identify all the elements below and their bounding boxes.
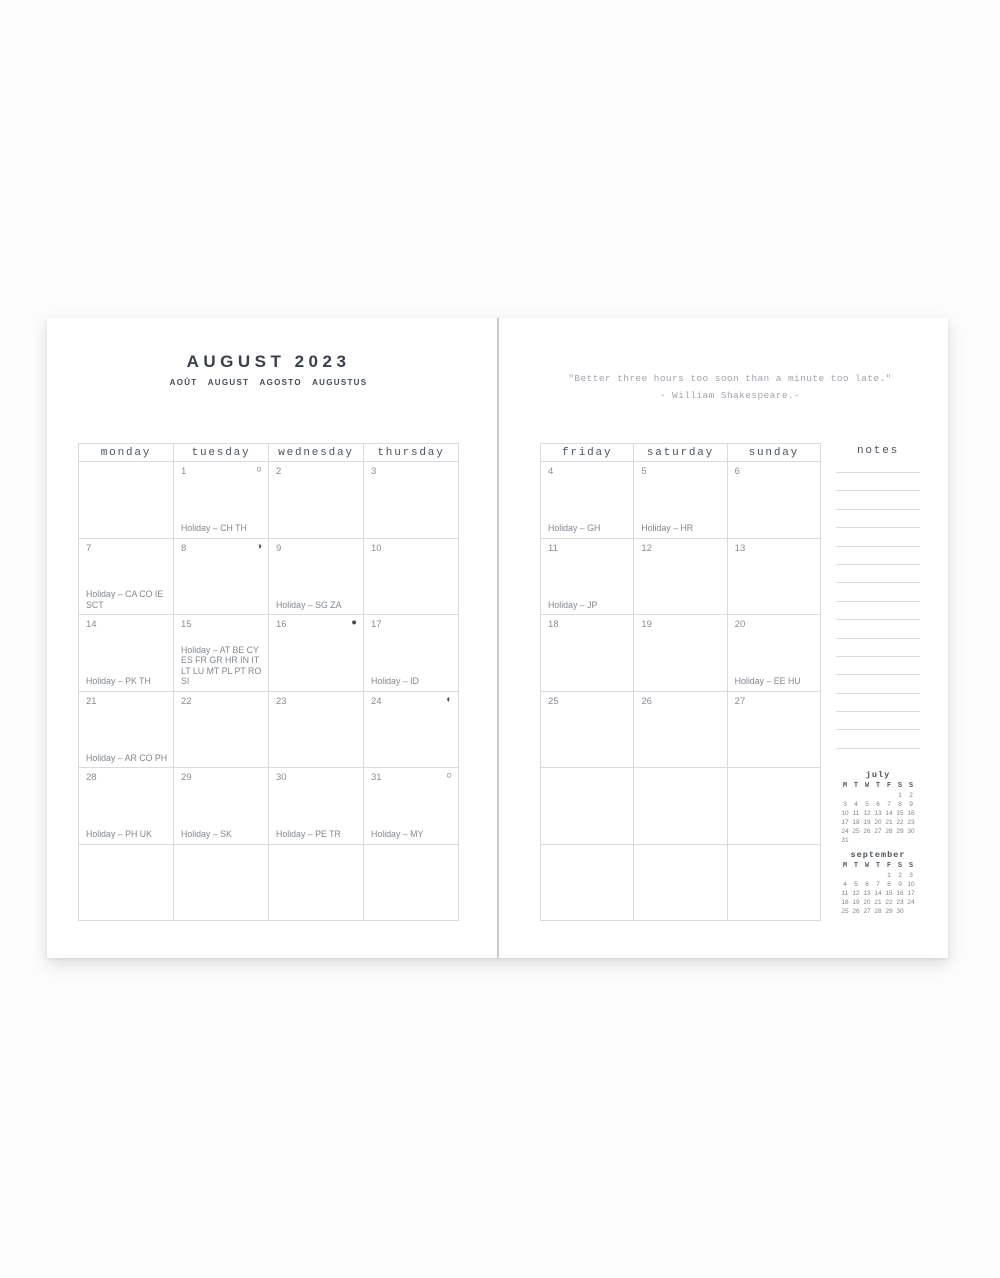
- mini-day-number: 27: [863, 908, 871, 915]
- day-number: 11: [548, 542, 558, 554]
- full-moon-icon: ○: [256, 464, 262, 475]
- mini-day-number: 25: [852, 828, 860, 835]
- mini-day-number: 18: [841, 899, 849, 906]
- holiday-label: Holiday – CA CO IE SCT: [86, 589, 164, 610]
- mini-day-number: 11: [841, 890, 849, 897]
- day-cell: [541, 692, 633, 768]
- notes-ruled-line: [836, 583, 920, 601]
- day-number: 9: [276, 542, 282, 554]
- mini-day-number: 1: [887, 872, 891, 879]
- day-number: 21: [86, 695, 97, 707]
- mini-day-number: 16: [896, 890, 904, 897]
- day-number: 7: [86, 542, 92, 554]
- day-number: 10: [371, 542, 382, 554]
- mini-day-number: 17: [841, 819, 849, 826]
- day-number: 25: [548, 695, 559, 707]
- month-title-block: [78, 352, 459, 387]
- day-cell: [364, 768, 458, 844]
- mini-calendar-title: july: [865, 770, 891, 780]
- day-number: 5: [641, 466, 647, 477]
- mini-day-number: [862, 836, 873, 845]
- mini-day-number: 8: [887, 881, 891, 888]
- day-cell: [634, 462, 726, 538]
- day-number: 3: [371, 466, 377, 477]
- day-cell: [269, 692, 363, 768]
- day-cell: [541, 539, 633, 615]
- day-cell: [174, 615, 268, 691]
- mini-day-header: S: [908, 862, 914, 870]
- mini-day-number: [862, 791, 873, 800]
- mini-day-header: F: [886, 862, 892, 870]
- full-moon-icon: ○: [446, 770, 452, 781]
- mini-day-number: 14: [885, 810, 893, 817]
- day-number: 24: [371, 695, 382, 707]
- mini-day-number: [884, 791, 895, 800]
- holiday-label: Holiday – SG ZA: [276, 599, 342, 610]
- notes-label: notes: [856, 445, 899, 457]
- mini-day-number: 28: [885, 828, 893, 835]
- mini-day-number: [851, 836, 862, 845]
- notes-ruled-line: [836, 694, 920, 712]
- notes-ruled-line: [836, 460, 920, 473]
- day-number: 2: [276, 466, 282, 477]
- day-number: 16: [276, 619, 287, 630]
- weekday-header: wednesday: [269, 444, 363, 461]
- quote-author: - William Shakespeare.-: [659, 390, 801, 401]
- mini-day-number: 18: [852, 819, 860, 826]
- holiday-label: Holiday – JP: [548, 599, 598, 610]
- mini-day-number: 30: [907, 828, 915, 835]
- mini-day-number: 13: [863, 890, 871, 897]
- notes-ruled-line: [836, 547, 920, 565]
- day-number: 29: [181, 772, 192, 783]
- notes-ruled-line: [836, 565, 920, 583]
- mini-calendar-grid: [836, 862, 920, 916]
- mini-day-number: 5: [854, 881, 858, 888]
- notes-ruled-line: [836, 657, 920, 675]
- mini-day-number: 28: [874, 908, 882, 915]
- mini-day-number: 26: [863, 828, 871, 835]
- day-cell: [728, 768, 820, 844]
- day-number: 4: [548, 466, 554, 477]
- mini-day-number: 26: [852, 908, 860, 915]
- day-number: 8: [181, 542, 187, 554]
- holiday-label: Holiday – CH TH: [181, 523, 247, 533]
- day-cell: [174, 768, 268, 844]
- mini-calendar-title: september: [850, 850, 906, 860]
- mini-day-number: 14: [874, 890, 882, 897]
- mini-day-number: 12: [863, 810, 871, 817]
- mini-day-number: 30: [896, 908, 904, 915]
- day-number: 12: [641, 542, 652, 554]
- notes-ruled-line: [836, 528, 920, 546]
- day-number: 30: [276, 772, 287, 783]
- holiday-label: Holiday – PK TH: [86, 676, 151, 686]
- mini-day-number: 22: [885, 899, 893, 906]
- mini-day-number: [862, 871, 873, 880]
- mini-day-number: 25: [841, 908, 849, 915]
- notes-ruled-lines: [836, 460, 920, 749]
- page-fold-divider: [497, 318, 499, 958]
- day-number: 19: [641, 619, 652, 630]
- weekday-header: tuesday: [174, 444, 268, 461]
- mini-day-number: 1: [898, 792, 902, 799]
- day-cell: [634, 615, 726, 691]
- mini-day-header: W: [864, 862, 870, 870]
- holiday-label: Holiday – SK: [181, 829, 232, 839]
- day-cell: [269, 615, 363, 691]
- day-cell: [541, 615, 633, 691]
- mini-day-number: [840, 871, 851, 880]
- last-quarter-moon-icon: ◑: [256, 540, 262, 552]
- quote-block: [540, 370, 920, 404]
- holiday-label: Holiday – AR CO PH: [86, 752, 168, 763]
- day-cell: [728, 539, 820, 615]
- day-cell: [364, 462, 458, 538]
- day-cell: [79, 692, 173, 768]
- mini-day-number: [873, 871, 884, 880]
- day-number: 13: [734, 542, 746, 554]
- mini-day-number: 19: [852, 899, 860, 906]
- day-cell: [634, 768, 726, 844]
- holiday-label: Holiday – PH UK: [86, 829, 153, 839]
- mini-day-number: 6: [876, 801, 880, 808]
- day-cell: [269, 845, 363, 921]
- mini-day-number: 23: [896, 899, 904, 906]
- day-number: 6: [734, 466, 740, 477]
- mini-day-header: T: [853, 782, 859, 790]
- day-cell: [79, 539, 173, 615]
- mini-day-number: 15: [885, 890, 893, 897]
- mini-day-number: 16: [907, 810, 915, 817]
- mini-day-number: 2: [909, 792, 913, 799]
- holiday-label: Holiday – EE HU: [734, 676, 801, 686]
- day-number: 31: [371, 772, 382, 783]
- day-number: 14: [86, 619, 97, 630]
- notes-ruled-line: [836, 620, 920, 638]
- mini-day-number: [884, 836, 895, 845]
- day-number: 27: [734, 695, 746, 707]
- day-cell: [174, 539, 268, 615]
- day-cell: [728, 692, 820, 768]
- weekday-header: sunday: [728, 444, 820, 461]
- day-cell: [728, 462, 820, 538]
- day-cell: [269, 539, 363, 615]
- notes-ruled-line: [836, 491, 920, 509]
- mini-day-number: 9: [909, 801, 913, 808]
- holiday-label: Holiday – HR: [641, 523, 694, 533]
- mini-day-number: 29: [885, 908, 893, 915]
- mini-day-number: 2: [898, 872, 902, 879]
- notes-ruled-line: [836, 510, 920, 528]
- day-cell: [174, 692, 268, 768]
- notes-ruled-line: [836, 675, 920, 693]
- mini-day-number: 15: [896, 810, 904, 817]
- planner-spread: [47, 318, 948, 958]
- new-moon-icon: ●: [351, 617, 357, 628]
- holiday-label: Holiday – GH: [548, 523, 601, 533]
- mini-day-number: 22: [896, 819, 904, 826]
- day-cell: [364, 692, 458, 768]
- day-cell: [634, 539, 726, 615]
- notes-ruled-line: [836, 712, 920, 730]
- month-title: AUGUST 2023: [186, 352, 351, 371]
- day-cell: [364, 845, 458, 921]
- mini-day-number: 9: [898, 881, 902, 888]
- quote-text: "Better three hours too soon than a minute too late.": [568, 373, 892, 384]
- mini-day-number: 19: [863, 819, 871, 826]
- day-cell: [541, 462, 633, 538]
- mini-day-number: [895, 836, 906, 845]
- day-cell: [634, 692, 726, 768]
- mini-day-number: [906, 907, 917, 916]
- day-cell: [269, 768, 363, 844]
- mini-day-number: 7: [887, 801, 891, 808]
- mini-day-number: [851, 871, 862, 880]
- weekday-header: saturday: [634, 444, 726, 461]
- mini-day-number: 23: [907, 819, 915, 826]
- mini-day-number: 7: [876, 881, 880, 888]
- mini-day-number: 17: [907, 890, 915, 897]
- mini-day-number: 31: [841, 837, 849, 844]
- mini-day-number: 24: [841, 828, 849, 835]
- mini-day-number: 6: [865, 881, 869, 888]
- day-cell: [79, 768, 173, 844]
- day-number: 22: [181, 695, 192, 707]
- day-cell: [364, 615, 458, 691]
- day-cell: [541, 845, 633, 921]
- first-quarter-moon-icon: ◐: [446, 693, 452, 705]
- mini-day-header: T: [875, 862, 881, 870]
- mini-day-number: 20: [863, 899, 871, 906]
- holiday-label: Holiday – PE TR: [276, 829, 341, 839]
- day-cell: [541, 768, 633, 844]
- mini-day-number: [840, 791, 851, 800]
- mini-calendar-grid: [836, 782, 920, 845]
- mini-day-number: 27: [874, 828, 882, 835]
- mini-day-number: 3: [909, 872, 913, 879]
- month-subtitle: AOÛT AUGUST AGOSTO AUGUSTUS: [169, 378, 368, 387]
- weekday-header: monday: [79, 444, 173, 461]
- mini-day-number: 3: [843, 801, 847, 808]
- mini-day-number: [906, 836, 917, 845]
- mini-day-number: 29: [896, 828, 904, 835]
- day-cell: [79, 462, 173, 538]
- mini-day-number: 21: [874, 899, 882, 906]
- mini-day-number: 4: [854, 801, 858, 808]
- mini-day-number: 12: [852, 890, 860, 897]
- mini-day-header: T: [853, 862, 859, 870]
- notes-ruled-line: [836, 602, 920, 620]
- mini-day-header: S: [908, 782, 914, 790]
- day-number: 26: [641, 695, 652, 707]
- day-number: 15: [181, 619, 192, 630]
- day-cell: [174, 845, 268, 921]
- mini-day-number: 8: [898, 801, 902, 808]
- day-cell: [364, 539, 458, 615]
- day-cell: [728, 845, 820, 921]
- mini-day-number: 4: [843, 881, 847, 888]
- mini-day-header: F: [886, 782, 892, 790]
- mini-day-number: [873, 836, 884, 845]
- mini-day-header: W: [864, 782, 870, 790]
- day-number: 18: [548, 619, 559, 630]
- day-number: 23: [276, 695, 287, 707]
- mini-calendar-september: [836, 850, 920, 916]
- mini-day-header: M: [842, 782, 848, 790]
- mini-day-header: T: [875, 782, 881, 790]
- mini-day-number: 24: [907, 899, 915, 906]
- day-cell: [174, 462, 268, 538]
- mini-day-number: 20: [874, 819, 882, 826]
- notes-ruled-line: [836, 730, 920, 748]
- day-cell: [269, 462, 363, 538]
- left-calendar-grid: [78, 443, 459, 921]
- mini-day-number: 10: [907, 881, 915, 888]
- mini-day-header: S: [897, 862, 903, 870]
- mini-day-number: 11: [852, 810, 860, 817]
- notes-ruled-line: [836, 639, 920, 657]
- day-cell: [634, 845, 726, 921]
- notes-column: [836, 443, 920, 749]
- day-cell: [728, 615, 820, 691]
- mini-calendar-july: [836, 770, 920, 845]
- mini-day-number: 13: [874, 810, 882, 817]
- day-number: 20: [734, 619, 746, 630]
- mini-day-header: M: [842, 862, 848, 870]
- weekday-header: thursday: [364, 444, 458, 461]
- mini-day-number: [873, 791, 884, 800]
- mini-day-number: 10: [841, 810, 849, 817]
- notes-ruled-line: [836, 473, 920, 491]
- right-calendar-grid: [540, 443, 821, 921]
- weekday-header: friday: [541, 444, 633, 461]
- holiday-label: Holiday – AT BE CY ES FR GR HR IN IT LT LU MT PL PT RO SI: [181, 644, 262, 686]
- day-cell: [79, 615, 173, 691]
- holiday-label: Holiday – ID: [371, 676, 419, 686]
- day-number: 28: [86, 772, 97, 783]
- mini-day-header: S: [897, 782, 903, 790]
- day-number: 17: [371, 619, 382, 630]
- holiday-label: Holiday – MY: [371, 829, 424, 839]
- mini-day-number: 21: [885, 819, 893, 826]
- day-cell: [79, 845, 173, 921]
- day-number: 1: [181, 466, 187, 477]
- mini-day-number: 5: [865, 801, 869, 808]
- mini-day-number: [851, 791, 862, 800]
